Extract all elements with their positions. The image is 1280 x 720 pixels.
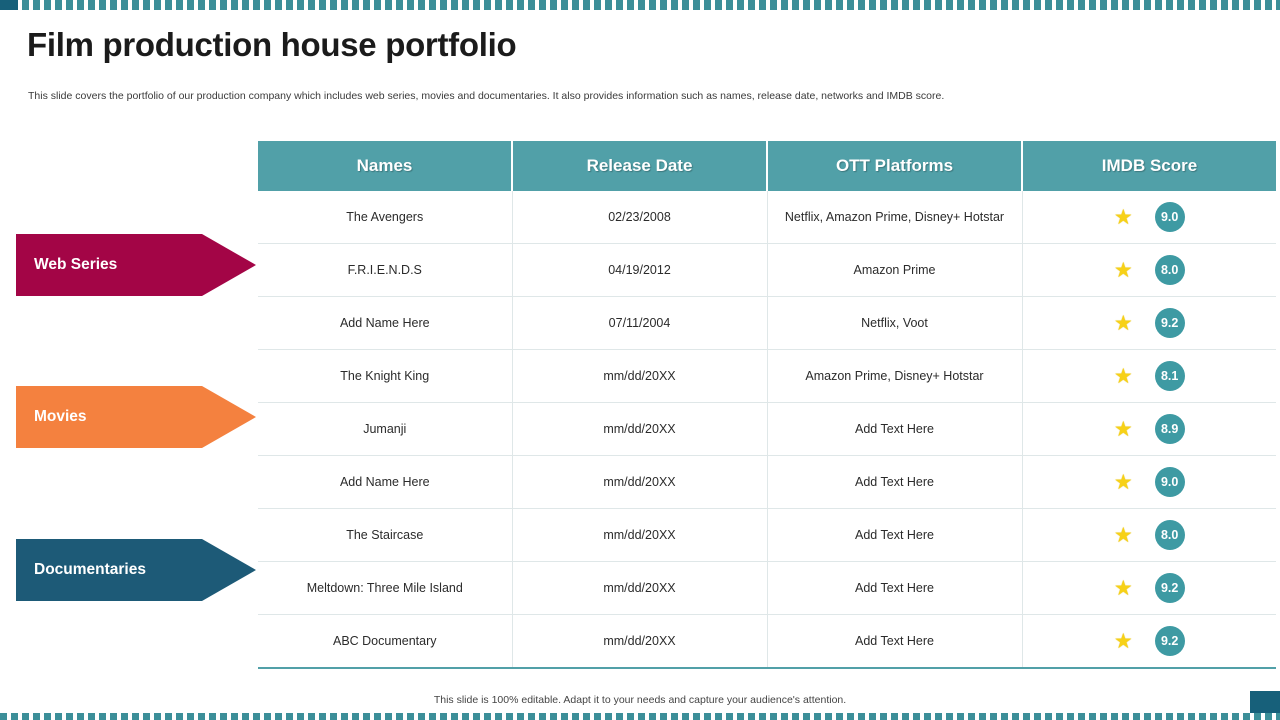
cell-ott-platforms: Netflix, Amazon Prime, Disney+ Hotstar	[767, 191, 1022, 244]
star-icon: ★	[1113, 576, 1133, 600]
cell-name: F.R.I.E.N.D.S	[258, 244, 512, 297]
score-badge: 8.0	[1155, 255, 1185, 285]
cell-imdb-score	[1022, 456, 1276, 509]
cell-imdb-score	[1022, 244, 1276, 297]
score-cell-inner	[1024, 361, 1276, 391]
column-header-ott-platforms: OTT Platforms	[767, 141, 1022, 191]
table-row	[258, 509, 1276, 562]
table-row	[258, 456, 1276, 509]
cell-ott-platforms: Netflix, Voot	[767, 297, 1022, 350]
score-badge: 9.2	[1155, 308, 1185, 338]
cell-name: ABC Documentary	[258, 615, 512, 669]
cell-name: Add Name Here	[258, 456, 512, 509]
cell-name: The Knight King	[258, 350, 512, 403]
cell-ott-platforms: Amazon Prime	[767, 244, 1022, 297]
cell-ott-platforms: Amazon Prime, Disney+ Hotstar	[767, 350, 1022, 403]
score-cell-inner	[1024, 255, 1276, 285]
category-documentaries[interactable]	[16, 539, 240, 601]
score-badge: 9.0	[1155, 202, 1185, 232]
score-cell-inner	[1024, 308, 1276, 338]
category-web-series[interactable]	[16, 234, 240, 296]
cell-release-date: 07/11/2004	[512, 297, 767, 350]
top-left-accent-block	[0, 0, 18, 10]
star-icon: ★	[1113, 205, 1133, 229]
cell-release-date: mm/dd/20XX	[512, 403, 767, 456]
cell-release-date: 02/23/2008	[512, 191, 767, 244]
score-cell-inner	[1024, 202, 1276, 232]
cell-imdb-score	[1022, 562, 1276, 615]
cell-imdb-score	[1022, 509, 1276, 562]
table-header-row	[258, 141, 1276, 191]
star-icon: ★	[1113, 258, 1133, 282]
score-cell-inner	[1024, 414, 1276, 444]
portfolio-table-wrapper	[258, 141, 1262, 669]
category-web-series-arrow	[202, 234, 256, 296]
page-title: Film production house portfolio	[27, 26, 517, 63]
score-badge: 8.0	[1155, 520, 1185, 550]
column-header-names: Names	[258, 141, 512, 191]
cell-release-date: mm/dd/20XX	[512, 456, 767, 509]
cell-name: Jumanji	[258, 403, 512, 456]
score-cell-inner	[1024, 520, 1276, 550]
score-badge: 9.2	[1155, 626, 1185, 656]
table-row	[258, 244, 1276, 297]
table-header	[258, 141, 1276, 191]
top-decorative-bar	[0, 0, 1280, 10]
cell-imdb-score	[1022, 403, 1276, 456]
cell-ott-platforms: Add Text Here	[767, 562, 1022, 615]
star-icon: ★	[1113, 523, 1133, 547]
page-subtitle: This slide covers the portfolio of our production company which includes web series, movies and documentaries. It also provides information such as names, release date, networks and IMDB score.	[28, 90, 945, 102]
star-icon: ★	[1113, 470, 1133, 494]
table-row	[258, 562, 1276, 615]
star-icon: ★	[1113, 417, 1133, 441]
table-body	[258, 191, 1276, 668]
cell-imdb-score	[1022, 350, 1276, 403]
table-row	[258, 191, 1276, 244]
star-icon: ★	[1113, 364, 1133, 388]
bottom-decorative-bar	[0, 713, 1280, 720]
cell-name: Meltdown: Three Mile Island	[258, 562, 512, 615]
cell-release-date: mm/dd/20XX	[512, 509, 767, 562]
score-cell-inner	[1024, 573, 1276, 603]
cell-ott-platforms: Add Text Here	[767, 456, 1022, 509]
score-cell-inner	[1024, 467, 1276, 497]
score-badge: 8.1	[1155, 361, 1185, 391]
cell-ott-platforms: Add Text Here	[767, 615, 1022, 669]
cell-name: Add Name Here	[258, 297, 512, 350]
cell-imdb-score	[1022, 297, 1276, 350]
cell-imdb-score	[1022, 615, 1276, 669]
category-documentaries-label: Documentaries	[34, 561, 146, 578]
cell-release-date: mm/dd/20XX	[512, 350, 767, 403]
footer-note: This slide is 100% editable. Adapt it to your needs and capture your audience's attention.	[433, 694, 847, 706]
column-header-imdb-score: IMDB Score	[1022, 141, 1276, 191]
category-web-series-label: Web Series	[34, 256, 118, 273]
category-movies-label: Movies	[34, 408, 87, 425]
cell-release-date: mm/dd/20XX	[512, 562, 767, 615]
score-cell-inner	[1024, 626, 1276, 656]
portfolio-table	[258, 141, 1276, 669]
star-icon: ★	[1113, 629, 1133, 653]
cell-imdb-score	[1022, 191, 1276, 244]
table-row	[258, 297, 1276, 350]
table-row	[258, 403, 1276, 456]
score-badge: 9.0	[1155, 467, 1185, 497]
score-badge: 9.2	[1155, 573, 1185, 603]
category-movies[interactable]	[16, 386, 240, 448]
category-movies-arrow	[202, 386, 256, 448]
bottom-right-accent-block	[1250, 691, 1280, 713]
star-icon: ★	[1113, 311, 1133, 335]
cell-release-date: mm/dd/20XX	[512, 615, 767, 669]
cell-ott-platforms: Add Text Here	[767, 403, 1022, 456]
category-documentaries-arrow	[202, 539, 256, 601]
cell-name: The Staircase	[258, 509, 512, 562]
score-badge: 8.9	[1155, 414, 1185, 444]
table-row	[258, 350, 1276, 403]
table-row	[258, 615, 1276, 669]
cell-name: The Avengers	[258, 191, 512, 244]
cell-ott-platforms: Add Text Here	[767, 509, 1022, 562]
column-header-release-date: Release Date	[512, 141, 767, 191]
cell-release-date: 04/19/2012	[512, 244, 767, 297]
